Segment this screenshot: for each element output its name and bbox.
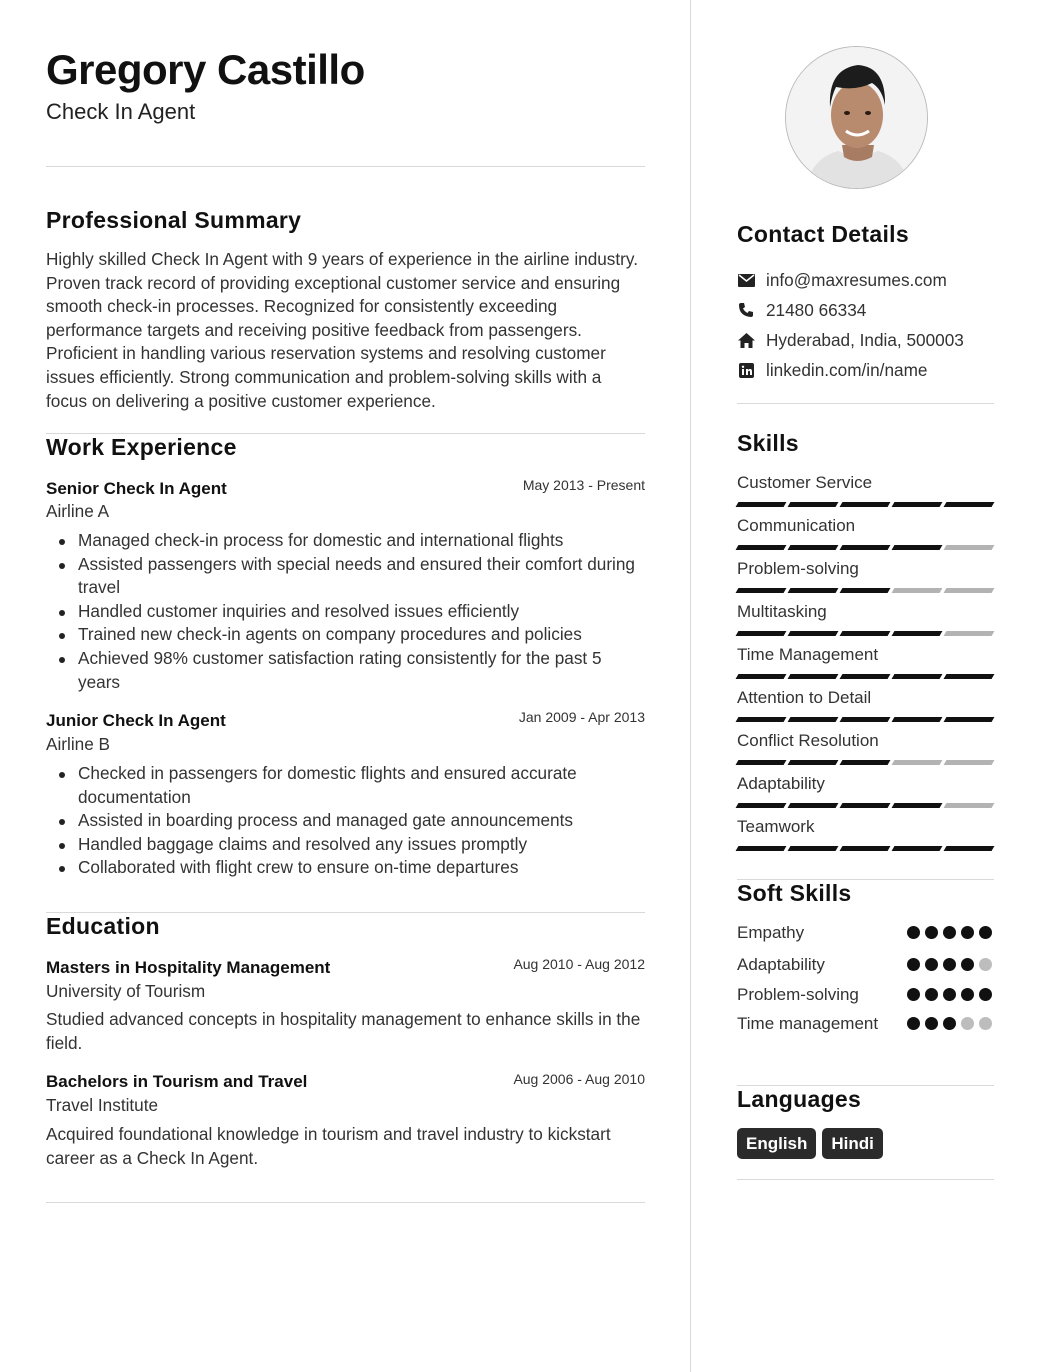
skill-name: Conflict Resolution (737, 731, 879, 750)
skill-level-segment (788, 803, 839, 808)
skill-level-segment (736, 631, 787, 636)
skill-level-bar (737, 631, 993, 636)
job-company: Airline A (46, 501, 110, 521)
soft-skill-level (907, 958, 992, 971)
languages-list (737, 1128, 883, 1159)
job-bullets (46, 762, 645, 880)
language-badge: English (737, 1128, 816, 1159)
skill-level-segment (944, 760, 995, 765)
skill-level-segment (788, 717, 839, 722)
skill-level-segment (892, 588, 943, 593)
skill-level-segment (736, 545, 787, 550)
skill-level-segment (788, 674, 839, 679)
divider (46, 1202, 645, 1203)
contact-address (737, 328, 964, 352)
summary-text: Highly skilled Check In Agent with 9 years of experience in the airline industry. Proven track record of providing exceptional customer service and ensuring smooth check-in processes. Recognized for consistently exceeding performance targets and receiving positive feedback from passengers. Proficient in handling various reservation systems and resolving customer issues efficiently. Strong communication and problem-solving skills with a focus on delivering a positive customer experience. (46, 249, 638, 411)
level-dot (943, 1017, 956, 1030)
skill-level-segment (736, 717, 787, 722)
skill-level-segment (736, 846, 787, 851)
soft-skill-name: Time management (737, 1014, 879, 1033)
skill-level-segment (788, 760, 839, 765)
contact-address-text: Hyderabad, India, 500003 (766, 329, 964, 350)
level-dot (943, 958, 956, 971)
skill-level-segment (840, 717, 891, 722)
skill-level-segment (892, 545, 943, 550)
skill-level-bar (737, 803, 993, 808)
degree-description: Acquired foundational knowledge in tourism and travel industry to kickstart career as a Check In Agent. (46, 1124, 611, 1168)
skill-level-segment (840, 502, 891, 507)
skill-level-segment (892, 631, 943, 636)
skill-level-bar (737, 674, 993, 679)
skill-level-bar (737, 846, 993, 851)
level-dot (961, 1017, 974, 1030)
skill-level-segment (892, 760, 943, 765)
degree-title: Bachelors in Tourism and Travel (46, 1072, 308, 1091)
column-divider (690, 0, 691, 1372)
list-item: Handled customer inquiries and resolved issues efficiently (46, 600, 645, 624)
skill-level-bar (737, 545, 993, 550)
level-dot (961, 926, 974, 939)
contact-heading: Contact Details (737, 221, 909, 247)
level-dot (907, 988, 920, 1001)
level-dot (925, 988, 938, 1001)
skill-level-segment (892, 803, 943, 808)
level-dot (979, 1017, 992, 1030)
school-name: Travel Institute (46, 1095, 159, 1115)
level-dot (979, 988, 992, 1001)
skill-level-segment (788, 631, 839, 636)
skill-level-segment (736, 760, 787, 765)
list-item: Collaborated with flight crew to ensure on-time departures (46, 856, 645, 880)
languages-heading: Languages (737, 1086, 862, 1112)
level-dot (943, 926, 956, 939)
skill-level-segment (840, 631, 891, 636)
skill-name: Problem-solving (737, 559, 859, 578)
list-item: Handled baggage claims and resolved any issues promptly (46, 833, 645, 857)
skill-level-segment (788, 846, 839, 851)
list-item: Managed check-in process for domestic and international flights (46, 529, 645, 553)
level-dot (907, 1017, 920, 1030)
soft-skill-level (907, 988, 992, 1001)
soft-skill-level (907, 1017, 992, 1030)
job-title: Junior Check In Agent (46, 711, 226, 730)
skill-level-segment (892, 846, 943, 851)
level-dot (943, 988, 956, 1001)
list-item: Achieved 98% customer satisfaction rating consistently for the past 5 years (46, 647, 645, 694)
degree-title: Masters in Hospitality Management (46, 958, 331, 977)
candidate-title: Check In Agent (46, 99, 196, 124)
contact-linkedin[interactable] (737, 358, 927, 382)
skill-level-segment (944, 545, 995, 550)
school-name: University of Tourism (46, 981, 206, 1001)
list-item: Assisted passengers with special needs and ensured their comfort during travel (46, 553, 645, 600)
skill-level-bar (737, 760, 993, 765)
job-company: Airline B (46, 734, 110, 754)
avatar-icon (786, 47, 928, 189)
skill-level-segment (944, 502, 995, 507)
soft-skill-name: Empathy (737, 923, 805, 942)
skill-level-segment (944, 717, 995, 722)
contact-email[interactable] (737, 268, 947, 292)
list-item: Trained new check-in agents on company procedures and policies (46, 623, 645, 647)
skill-name: Communication (737, 516, 856, 535)
skill-level-segment (736, 588, 787, 593)
level-dot (979, 926, 992, 939)
candidate-name: Gregory Castillo (46, 46, 365, 93)
skill-level-segment (840, 545, 891, 550)
divider (737, 403, 994, 404)
level-dot (925, 926, 938, 939)
skill-level-segment (892, 502, 943, 507)
divider (737, 1179, 994, 1180)
linkedin-icon (737, 361, 755, 379)
skill-level-bar (737, 717, 993, 722)
skill-level-segment (840, 846, 891, 851)
skill-level-segment (788, 502, 839, 507)
skill-level-segment (736, 803, 787, 808)
summary-heading: Professional Summary (46, 207, 302, 233)
soft-skill-level (907, 926, 992, 939)
list-item: Checked in passengers for domestic flights and ensured accurate documentation (46, 762, 645, 809)
level-dot (961, 958, 974, 971)
experience-heading: Work Experience (46, 434, 237, 460)
skill-level-segment (788, 545, 839, 550)
skill-name: Adaptability (737, 774, 825, 793)
skill-level-segment (840, 588, 891, 593)
degree-description: Studied advanced concepts in hospitality management to enhance skills in the field. (46, 1009, 641, 1053)
contact-phone-text: 21480 66334 (766, 299, 867, 320)
skill-level-segment (944, 631, 995, 636)
language-badge: Hindi (822, 1128, 883, 1159)
envelope-icon (737, 271, 755, 289)
level-dot (979, 958, 992, 971)
skill-name: Multitasking (737, 602, 827, 621)
job-title: Senior Check In Agent (46, 479, 227, 498)
job-bullets (46, 529, 645, 694)
skill-level-segment (840, 760, 891, 765)
degree-date: Aug 2006 - Aug 2010 (513, 1071, 645, 1087)
job-date: Jan 2009 - Apr 2013 (518, 709, 645, 725)
level-dot (925, 1017, 938, 1030)
skills-heading: Skills (737, 430, 799, 456)
skill-level-segment (736, 674, 787, 679)
skill-name: Customer Service (737, 473, 873, 492)
skill-level-segment (788, 588, 839, 593)
skill-name: Teamwork (737, 817, 815, 836)
level-dot (907, 926, 920, 939)
skill-level-segment (892, 674, 943, 679)
profile-photo (785, 46, 928, 189)
level-dot (925, 958, 938, 971)
skill-name: Attention to Detail (737, 688, 872, 707)
skill-level-bar (737, 502, 993, 507)
divider (46, 166, 645, 167)
skill-level-segment (736, 502, 787, 507)
contact-email-text: info@maxresumes.com (766, 269, 947, 290)
job-date: May 2013 - Present (522, 477, 645, 493)
contact-linkedin-text: linkedin.com/in/name (766, 359, 928, 380)
degree-date: Aug 2010 - Aug 2012 (513, 956, 645, 972)
soft-skill-name: Adaptability (737, 955, 825, 974)
skill-level-segment (944, 846, 995, 851)
skill-level-segment (944, 674, 995, 679)
soft-skill-name: Problem-solving (737, 985, 859, 1004)
phone-icon (737, 301, 755, 319)
level-dot (907, 958, 920, 971)
skill-level-segment (892, 717, 943, 722)
skill-level-bar (737, 588, 993, 593)
skill-level-segment (840, 803, 891, 808)
soft-skills-heading: Soft Skills (737, 880, 852, 906)
education-heading: Education (46, 913, 160, 939)
contact-phone[interactable] (737, 298, 866, 322)
skill-level-segment (944, 803, 995, 808)
list-item: Assisted in boarding process and managed gate announcements (46, 809, 645, 833)
skill-level-segment (944, 588, 995, 593)
home-icon (737, 331, 755, 349)
skill-name: Time Management (737, 645, 879, 664)
skill-level-segment (840, 674, 891, 679)
level-dot (961, 988, 974, 1001)
